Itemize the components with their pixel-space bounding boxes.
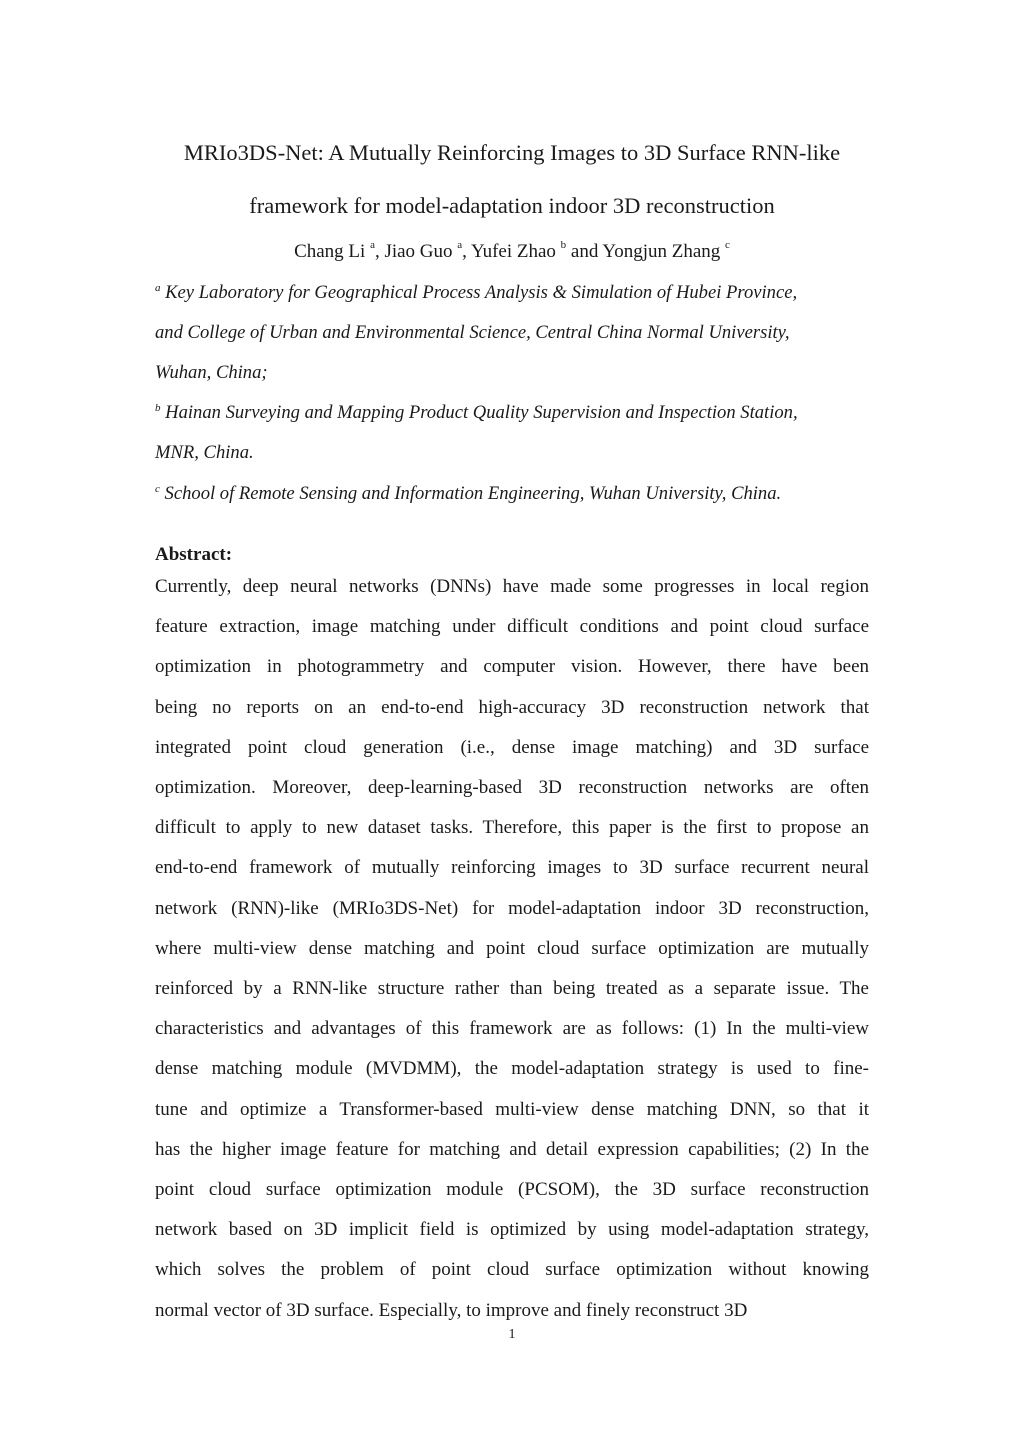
paper-title-line-1: MRIo3DS-Net: A Mutually Reinforcing Images to 3D Surface RNN-like [183, 140, 841, 165]
abstract-line: dense matching module (MVDMM), the model-adaptation strategy is used to fine- [155, 1058, 869, 1079]
abstract-line: being no reports on an end-to-end high-accuracy 3D reconstruction network that [155, 697, 869, 718]
abstract-line: network (RNN)-like (MRIo3DS-Net) for model-adaptation indoor 3D reconstruction, [155, 898, 869, 919]
page-number: 1 [508, 1327, 516, 1342]
abstract-line: reinforced by a RNN-like structure rather than being treated as a separate issue. The [155, 978, 869, 999]
author-affiliation-mark: b [560, 238, 567, 251]
author-name: Yongjun Zhang [602, 241, 721, 262]
author-separator: , [374, 241, 385, 262]
abstract-line: end-to-end framework of mutually reinforcing images to 3D surface recurrent neural [155, 857, 869, 878]
author-separator: , [462, 241, 471, 262]
affiliation-mark: c [155, 482, 160, 495]
affiliation-c-line-1 [155, 481, 870, 507]
abstract-line: has the higher image feature for matching and detail expression capabilities; (2) In the [155, 1139, 869, 1160]
author-name: Yufei Zhao [470, 241, 556, 262]
abstract-line: tune and optimize a Transformer-based multi-view dense matching DNN, so that it [155, 1099, 869, 1120]
affiliation-a-line-2: and College of Urban and Environmental Science, Central China Normal University, [155, 322, 790, 343]
affiliation-text: Key Laboratory for Geographical Process Analysis & Simulation of Hubei Province, [165, 282, 798, 303]
abstract-line: optimization in photogrammetry and computer vision. However, there have been [155, 656, 869, 677]
abstract-line: integrated point cloud generation (i.e., dense image matching) and 3D surface [155, 737, 869, 758]
abstract-line: optimization. Moreover, deep-learning-based 3D reconstruction networks are often [155, 777, 869, 798]
abstract-line: point cloud surface optimization module (PCSOM), the 3D surface reconstruction [155, 1179, 869, 1200]
paper-title-line-2: framework for model-adaptation indoor 3D reconstruction [249, 193, 775, 218]
affiliation-b-line-2: MNR, China. [155, 442, 254, 463]
abstract-line: normal vector of 3D surface. Especially, to improve and finely reconstruct 3D [155, 1300, 748, 1321]
author-affiliation-mark: c [725, 238, 730, 251]
affiliation-mark: a [155, 281, 161, 294]
abstract-line: where multi-view dense matching and point cloud surface optimization are mutually [155, 938, 869, 959]
affiliation-mark: b [155, 401, 161, 414]
affiliation-text: School of Remote Sensing and Information Engineering, Wuhan University, China. [164, 483, 782, 504]
abstract-line: difficult to apply to new dataset tasks. Therefore, this paper is the first to propose an [155, 817, 869, 838]
author-name: Chang Li [294, 241, 366, 262]
abstract-heading: Abstract: [155, 544, 233, 565]
abstract-line: feature extraction, image matching under difficult conditions and point cloud surface [155, 616, 869, 637]
abstract-line: Currently, deep neural networks (DNNs) have made some progresses in local region [155, 576, 869, 597]
affiliation-b-line-1 [155, 400, 870, 426]
author-list [0, 239, 1024, 265]
abstract-line: network based on 3D implicit field is optimized by using model-adaptation strategy, [155, 1219, 869, 1240]
author-name: Jiao Guo [384, 241, 453, 262]
affiliation-a-line-3: Wuhan, China; [155, 362, 268, 383]
affiliation-a-line-1 [155, 280, 870, 306]
author-affiliation-mark: a [457, 238, 463, 251]
abstract-line: which solves the problem of point cloud surface optimization without knowing [155, 1259, 869, 1280]
affiliation-text: Hainan Surveying and Mapping Product Quality Supervision and Inspection Station, [165, 402, 798, 423]
author-affiliation-mark: a [370, 238, 375, 251]
abstract-line: characteristics and advantages of this framework are as follows: (1) In the multi-view [155, 1018, 869, 1039]
author-separator: and [566, 241, 603, 262]
